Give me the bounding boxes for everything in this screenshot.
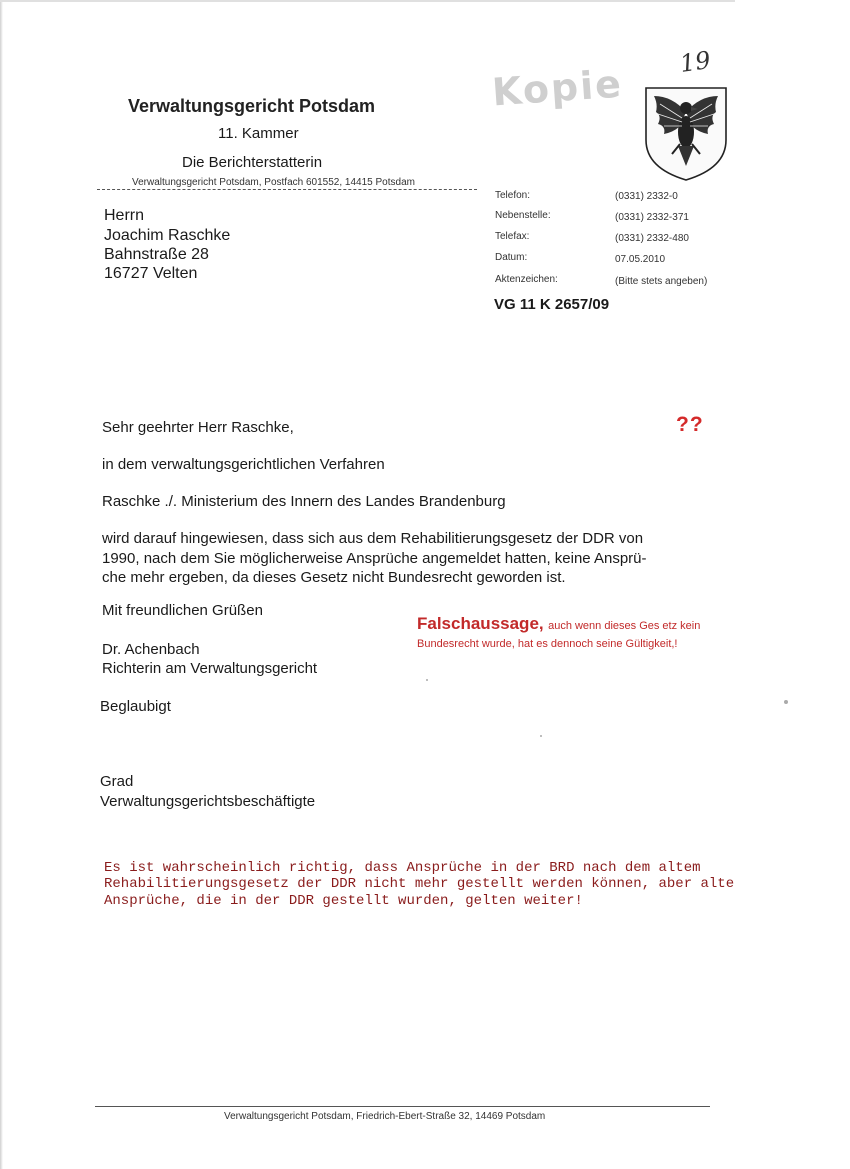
info-value-extension: (0331) 2332-371 bbox=[615, 212, 689, 223]
sender-address-line: Verwaltungsgericht Potsdam, Postfach 601552, 14415 Potsdam bbox=[132, 177, 415, 188]
note-line: Rehabilitierungsgesetz der DDR nicht mehr gestellt werden können, aber alte bbox=[104, 876, 735, 892]
letter-greeting: Sehr geehrter Herr Raschke, bbox=[102, 419, 294, 436]
annotation-falsch-line2: Bundesrecht wurde, hat es dennoch seine Gültigkeit,! bbox=[417, 638, 678, 650]
court-name: Verwaltungsgericht Potsdam bbox=[128, 96, 376, 116]
letter-closing: Mit freundlichen Grüßen bbox=[102, 602, 263, 619]
info-value-fax: (0331) 2332-480 bbox=[615, 233, 689, 244]
sender-divider bbox=[97, 189, 477, 190]
certified-label: Beglaubigt bbox=[100, 698, 171, 715]
annotation-question-marks: ?? bbox=[676, 413, 704, 436]
letter-paragraph-line: wird darauf hingewiesen, dass sich aus dem Rehabilitierungsgesetz der DDR von bbox=[102, 530, 644, 547]
signer-title: Richterin am Verwaltungsgericht bbox=[102, 660, 318, 677]
footer-divider bbox=[95, 1106, 710, 1107]
copy-stamp: Kopie bbox=[490, 61, 625, 115]
scan-speck bbox=[426, 679, 428, 681]
eagle-coat-of-arms-icon bbox=[642, 82, 730, 182]
recipient-name: Joachim Raschke bbox=[104, 227, 231, 244]
info-value-phone: (0331) 2332-0 bbox=[615, 191, 678, 202]
scan-edge-shadow bbox=[0, 0, 3, 1169]
letter-parties: Raschke ./. Ministerium des Innern des Landes Brandenburg bbox=[102, 493, 506, 510]
scan-top-edge bbox=[0, 0, 735, 2]
annotation-falschaussage bbox=[417, 614, 700, 634]
letter-paragraph-line: che mehr ergeben, da dieses Gesetz nicht Bundesrecht geworden ist. bbox=[102, 569, 566, 586]
recipient-salutation: Herrn bbox=[104, 207, 145, 224]
recipient-street: Bahnstraße 28 bbox=[104, 246, 209, 263]
annotation-falsch-title: Falschaussage, bbox=[417, 614, 544, 633]
clerk-name: Grad bbox=[100, 773, 134, 790]
clerk-title: Verwaltungsgerichtsbeschäftigte bbox=[100, 793, 316, 810]
info-label-fax: Telefax: bbox=[495, 231, 530, 242]
recipient-city: 16727 Velten bbox=[104, 265, 198, 282]
note-line: Ansprüche, die in der DDR gestellt wurden, gelten weiter! bbox=[104, 893, 583, 909]
info-label-file-ref: Aktenzeichen: bbox=[495, 274, 558, 285]
info-label-phone: Telefon: bbox=[495, 190, 531, 201]
footer-address: Verwaltungsgericht Potsdam, Friedrich-Ebert-Straße 32, 14469 Potsdam bbox=[224, 1111, 546, 1122]
annotation-falsch-rest: auch wenn dieses Ges etz kein bbox=[548, 620, 701, 632]
rapporteur: Die Berichterstatterin bbox=[182, 154, 323, 171]
note-line: Es ist wahrscheinlich richtig, dass Ansprüche in der BRD nach dem altem bbox=[104, 860, 701, 876]
info-label-date: Datum: bbox=[495, 252, 528, 263]
info-value-file-ref: (Bitte stets angeben) bbox=[615, 276, 708, 287]
scan-speck bbox=[540, 735, 542, 737]
letter-intro: in dem verwaltungsgerichtlichen Verfahren bbox=[102, 456, 385, 473]
scan-speck bbox=[784, 700, 788, 704]
chamber: 11. Kammer bbox=[218, 125, 299, 142]
letter-paragraph-line: 1990, nach dem Sie möglicherweise Ansprüche angemeldet hatten, keine Ansprü- bbox=[102, 550, 647, 567]
info-value-date: 07.05.2010 bbox=[615, 254, 666, 265]
handwritten-page-number: 19 bbox=[678, 46, 713, 78]
signer-name: Dr. Achenbach bbox=[102, 641, 200, 658]
info-label-extension: Nebenstelle: bbox=[495, 210, 551, 221]
case-number: VG 11 K 2657/09 bbox=[494, 296, 610, 313]
